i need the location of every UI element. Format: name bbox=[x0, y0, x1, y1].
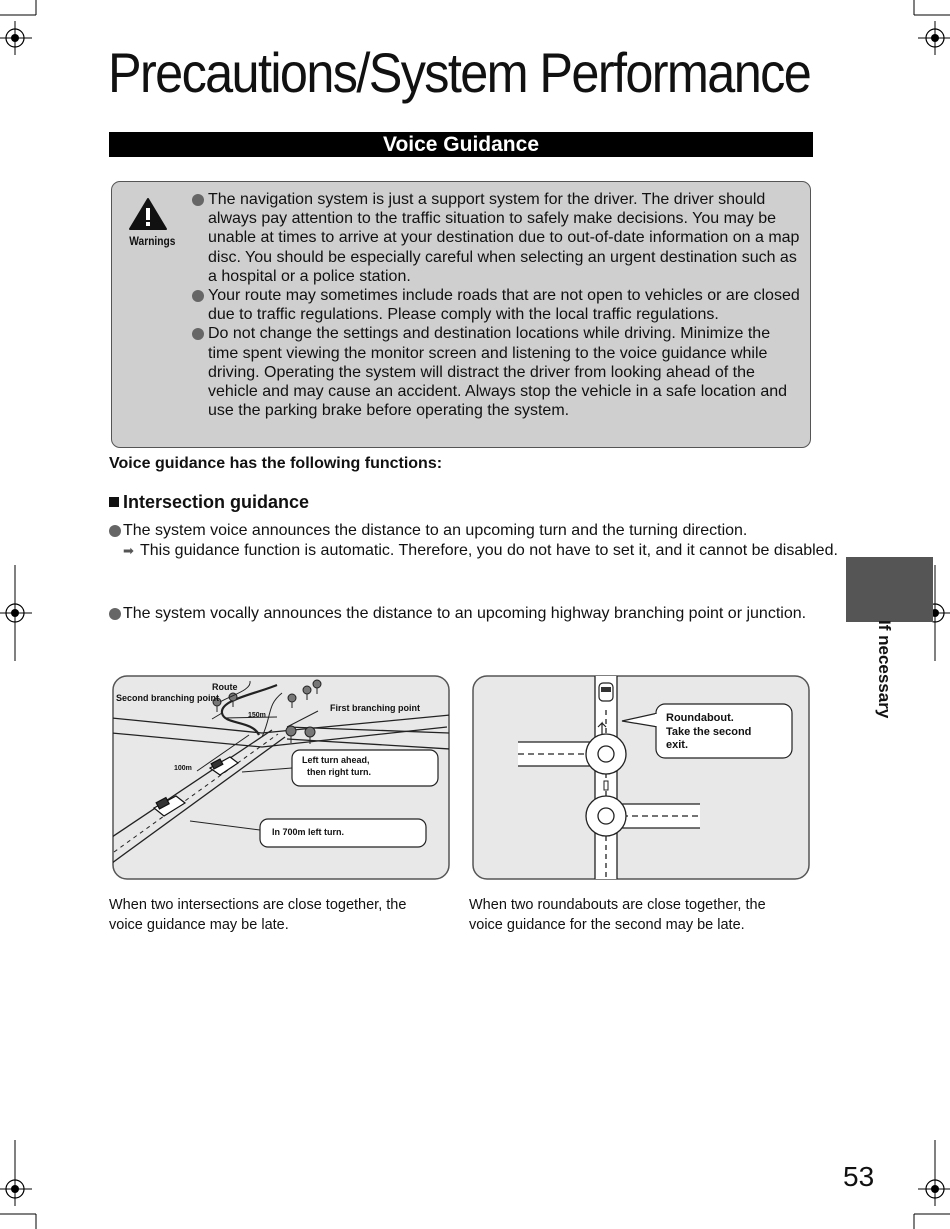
side-tab-block bbox=[846, 557, 933, 622]
callout-turn-line1: Left turn ahead, bbox=[302, 755, 370, 765]
warning-item: Your route may sometimes include roads that are not open to vehicles or are closed due to traffic regulations. Please comply with the local traffic regulations. bbox=[190, 286, 802, 324]
subheading bbox=[109, 492, 309, 513]
distance-150-label: 150m bbox=[248, 712, 266, 719]
subheading-text: Intersection guidance bbox=[123, 492, 310, 512]
first-branch-label: First branching point bbox=[330, 703, 420, 713]
warning-box bbox=[111, 181, 811, 448]
registration-mark-top-left bbox=[0, 0, 40, 60]
right-diagram-caption: When two roundabouts are close together, the voice guidance for the second may be late. bbox=[469, 897, 766, 933]
route-label: Route bbox=[212, 682, 238, 692]
warning-list bbox=[190, 190, 802, 420]
registration-mark-top-right bbox=[910, 0, 950, 60]
roundabout-diagram bbox=[472, 675, 810, 880]
warning-label: Warnings bbox=[129, 234, 176, 248]
roundabout-callout-line3: exit. bbox=[666, 739, 689, 751]
second-branch-label: Second branching point bbox=[116, 693, 219, 703]
warning-icon-group bbox=[126, 197, 176, 248]
section-header: Voice Guidance bbox=[109, 132, 813, 157]
left-diagram-caption: When two intersections are close together, the voice guidance may be late. bbox=[109, 897, 407, 933]
callout-turn-line2: then right turn. bbox=[307, 767, 371, 777]
branching-diagram bbox=[112, 675, 450, 880]
warning-item: Do not change the settings and destination locations while driving. Minimize the time spent viewing the monitor screen and listening to the voice guidance while driving. Operating the system will distract the driver from looking ahead of the vehicle and may cause an accident. Always stop the vehicle in a safe location and use the parking brake before operating the system. bbox=[190, 324, 802, 420]
square-bullet-icon bbox=[109, 497, 119, 507]
page-title: Precautions/System Performance bbox=[108, 41, 811, 104]
bullet-text: The system voice announces the distance to an upcoming turn and the turning direction. bbox=[123, 522, 748, 539]
bullet-dot-icon bbox=[109, 525, 121, 537]
roundabout-callout-line1: Roundabout. bbox=[666, 712, 734, 724]
roundabout-callout-line2: Take the second bbox=[666, 726, 752, 738]
registration-mark-bottom-left bbox=[0, 1140, 40, 1229]
warning-triangle-icon bbox=[128, 197, 168, 231]
distance-100-label: 100m bbox=[174, 765, 192, 772]
note-text: This guidance function is automatic. Therefore, you do not have to set it, and it cannot be disabled. bbox=[140, 542, 838, 559]
bullet-item bbox=[109, 604, 813, 624]
warning-item: The navigation system is just a support system for the driver. The driver should always pay attention to the traffic situation to safely make decisions. You may be unable at times to arrive at your destination due to out-of-date information on a map disc. You should be especially careful when selecting an urgent destination such as a hospital or a police station. bbox=[190, 190, 802, 286]
functions-heading: Voice guidance has the following functions: bbox=[109, 455, 443, 472]
page-number: 53 bbox=[843, 1161, 875, 1192]
note-item bbox=[123, 540, 840, 561]
callout-700m: In 700m left turn. bbox=[272, 827, 345, 837]
side-tab-label: If necessary bbox=[875, 620, 894, 719]
bullet-text: The system vocally announces the distance to an upcoming highway branching point or junction. bbox=[123, 605, 807, 622]
registration-mark-left-middle bbox=[0, 565, 40, 665]
arrow-right-icon: ➡ bbox=[123, 543, 134, 558]
registration-mark-bottom-right bbox=[910, 1140, 950, 1229]
bullet-item bbox=[109, 521, 823, 541]
bullet-dot-icon bbox=[109, 608, 121, 620]
